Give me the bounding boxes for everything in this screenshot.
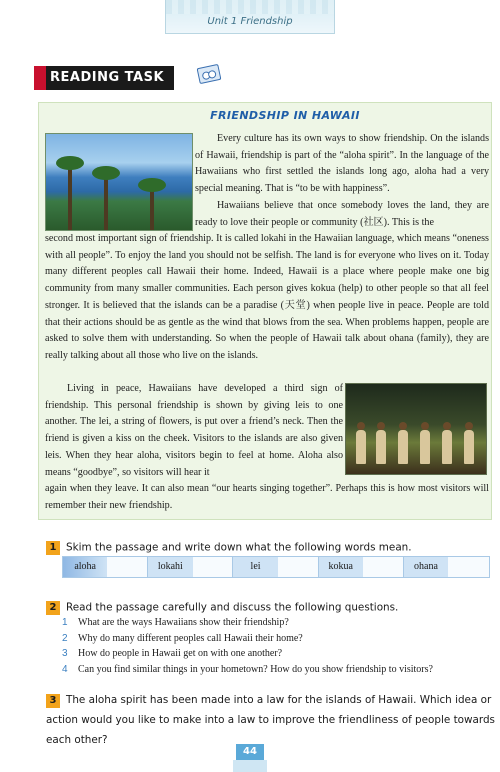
word-answer-blank[interactable] (363, 557, 404, 577)
word-table (62, 556, 490, 578)
cassette-tape-icon (197, 64, 222, 84)
question-list (62, 615, 492, 677)
passage-paragraph-2: second most important sign of friendship. It is called lokahi in the Hawaiian language, which means “oneness with all people”. To enjoy the land you should not be selfish. The land is for everyone who lives on it. Today many different peoples call Hawaii their home. Indeed, Hawaii is a place where people make one big community from many smaller communities. Each person gives kokua (help) to other people so that all feel stronger. It is believed that the islands can be a paradise (天堂) when people live in peace. People are told that their actions should be as gentle as the wind that blows from the sea. When problems happen, people are asked to solve them with understanding. So when the people of Hawaii talk about ohana (family), they are really talking about all those who live on the islands. (45, 233, 489, 361)
task-2 (46, 597, 398, 616)
word-label: lei (233, 557, 277, 577)
word-label: kokua (319, 557, 363, 577)
page-number: 44 (236, 744, 264, 760)
hawaii-beach-photo (45, 133, 193, 231)
unit-label: Unit 1 Friendship (207, 16, 293, 27)
word-cell (404, 557, 489, 577)
list-item: 4 Can you find similar things in your hometown? How do you show friendship to visitors? (62, 663, 433, 675)
word-cell (319, 557, 404, 577)
section-banner-label: READING TASK (50, 70, 165, 85)
task-instruction: Read the passage carefully and discuss the following questions. (66, 601, 399, 614)
reading-passage (38, 102, 492, 520)
passage-paragraph-3: Living in peace, Hawaiians have developed a third sign of friendship. This personal friendship is shown by giving leis to one another. The lei, a string of flowers, is put over a friend’s neck. Then the friend is given a kiss on the cheek. Visitors to the islands are also given leis. When they hear aloha, visitors begin to feel at home. Aloha also means “goodbye”, so visitors will hear it (45, 383, 343, 478)
word-cell (63, 557, 148, 577)
page-number-strip (233, 760, 267, 772)
word-label: lokahi (148, 557, 192, 577)
word-answer-blank[interactable] (278, 557, 319, 577)
task-number: 2 (46, 601, 60, 615)
task-1 (46, 537, 412, 556)
word-answer-blank[interactable] (107, 557, 148, 577)
passage-paragraph-1: Every culture has its own ways to show friendship. On the islands of Hawaii, friendship is part of the “aloha spirit”. In the language of the Hawaiians who first settled the islands long ago, aloha had a very special meaning. That is “to be with happiness”. Hawaiians believe that once somebody loves the land, they are ready to love their people or community (社区). This is the (195, 133, 489, 228)
wave-decoration (166, 0, 334, 14)
section-banner (34, 66, 174, 90)
task-3 (46, 690, 496, 750)
task-instruction: Skim the passage and write down what the following words mean. (66, 541, 412, 554)
list-item: 3 How do people in Hawaii get on with one another? (62, 648, 283, 660)
list-item: 1 What are the ways Hawaiians show their friendship? (62, 617, 289, 628)
word-cell (148, 557, 233, 577)
task-number: 3 (46, 694, 60, 708)
task-number: 1 (46, 541, 60, 555)
word-label: aloha (63, 557, 107, 577)
list-item: 2 Why do many different peoples call Hawaii their home? (62, 632, 303, 644)
word-cell (233, 557, 318, 577)
word-label: ohana (404, 557, 448, 577)
passage-paragraph-3-end: again when they leave. It can also mean “our hearts singing together”. Perhaps this is how most visitors will remember their new friendship. (45, 483, 489, 511)
word-answer-blank[interactable] (193, 557, 234, 577)
hula-dancers-photo (345, 383, 487, 475)
passage-title: FRIENDSHIP IN HAWAII (210, 109, 360, 122)
task-instruction: The aloha spirit has been made into a law for the islands of Hawaii. Which idea or action would you like to make into a law to improve the friendliness of people towards each other? (46, 694, 495, 746)
word-answer-blank[interactable] (448, 557, 489, 577)
unit-header (165, 0, 335, 34)
